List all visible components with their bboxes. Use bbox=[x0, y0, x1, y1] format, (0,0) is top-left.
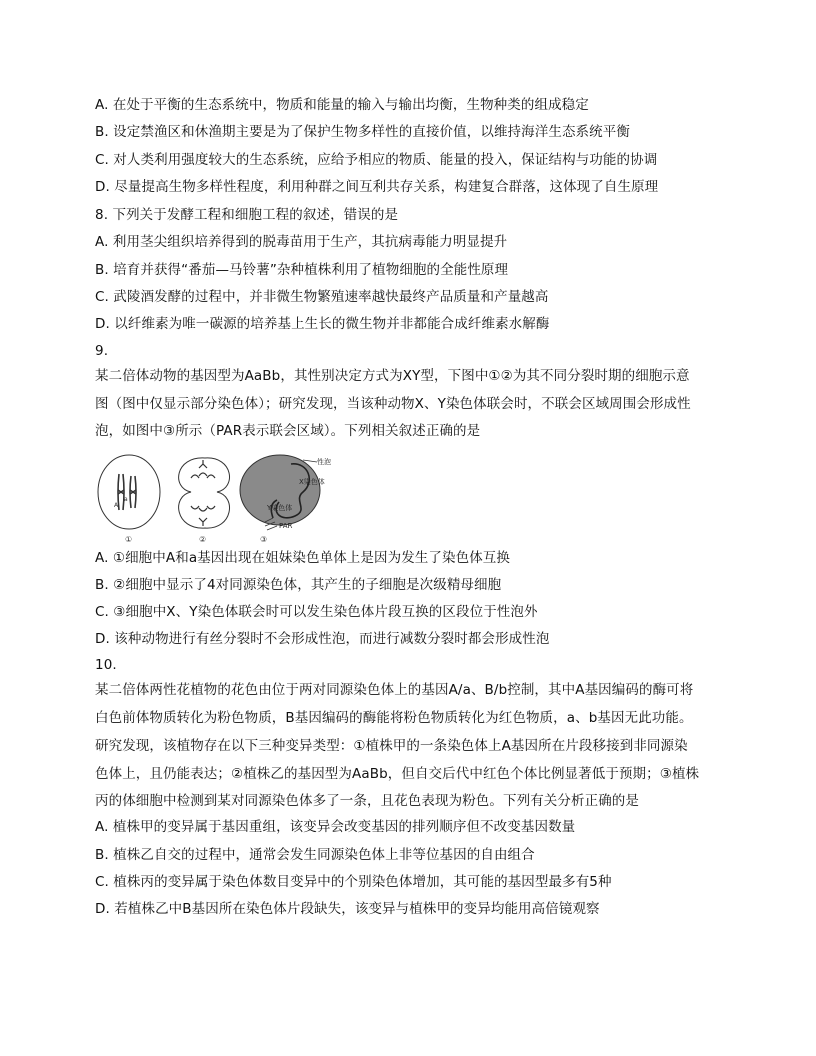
figure-label-2: ② bbox=[199, 535, 207, 544]
q9-number: 9. bbox=[95, 343, 109, 359]
q9-option-c: C. ③细胞中X、Y染色体联会时可以发生染色体片段互换的区段位于性泡外 bbox=[95, 604, 538, 620]
q10-option-c: C. 植株丙的变异属于染色体数目变异中的个别染色体增加，其可能的基因型最多有5种 bbox=[95, 874, 612, 890]
q9-option-b: B. ②细胞中显示了4对同源染色体，其产生的子细胞是次级精母细胞 bbox=[95, 577, 502, 593]
label-par: PAR bbox=[279, 522, 293, 530]
q10-number: 10. bbox=[95, 657, 117, 673]
cell-3 bbox=[240, 455, 331, 544]
q8-option-b: B. 培育并获得“番茄—马铃薯”杂种植株利用了植物细胞的全能性原理 bbox=[95, 262, 509, 278]
q7-option-a: A. 在处于平衡的生态系统中，物质和能量的输入与输出均衡，生物种类的组成稳定 bbox=[95, 97, 589, 113]
figure-label-1: ① bbox=[125, 535, 133, 544]
q9-option-a: A. ①细胞中A和a基因出现在姐妹染色单体上是因为发生了染色体互换 bbox=[95, 550, 510, 566]
q7-option-b: B. 设定禁渔区和休渔期主要是为了保护生物多样性的直接价值，以维持海洋生态系统平衡 bbox=[95, 124, 630, 140]
figure-svg bbox=[95, 452, 355, 544]
label-x-chromosome: X染色体 bbox=[299, 478, 325, 486]
q8-option-c: C. 武陵酒发酵的过程中，并非微生物繁殖速率越快最终产品质量和产量越高 bbox=[95, 289, 549, 305]
q9-stem-line-2: 图（图中仅显示部分染色体）；研究发现，当该种动物X、Y染色体联会时，不联会区域周围会形成性 bbox=[95, 396, 691, 412]
q10-stem-line-5: 丙的体细胞中检测到某对同源染色体多了一条，且花色表现为粉色。下列有关分析正确的是 bbox=[95, 793, 639, 809]
gene-label-a-upper: A bbox=[114, 502, 119, 509]
q7-option-d: D. 尽量提高生物多样性程度，利用种群之间互利共存关系，构建复合群落，这体现了自生原理 bbox=[95, 179, 659, 195]
q9-stem-line-1: 某二倍体动物的基因型为AaBb，其性别决定方式为XY型，下图中①②为其不同分裂时期的细胞示意 bbox=[95, 368, 690, 384]
q8-option-d: D. 以纤维素为唯一碳源的培养基上生长的微生物并非都能合成纤维素水解酶 bbox=[95, 316, 550, 332]
q9-option-d: D. 该种动物进行有丝分裂时不会形成性泡，而进行减数分裂时都会形成性泡 bbox=[95, 631, 550, 647]
q10-stem-line-4: 色体上，且仍能表达；②植株乙的基因型为AaBb，但自交后代中红色个体比例显著低于预期；③植株 bbox=[95, 766, 700, 782]
q8-option-a: A. 利用茎尖组织培养得到的脱毒苗用于生产，其抗病毒能力明显提升 bbox=[95, 234, 508, 250]
cell-2 bbox=[179, 458, 230, 544]
q10-option-b: B. 植株乙自交的过程中，通常会发生同源染色体上非等位基因的自由组合 bbox=[95, 847, 535, 863]
label-sex-vesicle: 性泡 bbox=[317, 458, 331, 466]
q10-stem-line-3: 研究发现，该植物存在以下三种变异类型：①植株甲的一条染色体上A基因所在片段移接到非同源染 bbox=[95, 738, 688, 754]
q10-option-a: A. 植株甲的变异属于基因重组，该变异会改变基因的排列顺序但不改变基因数量 bbox=[95, 819, 576, 835]
figure-label-3: ③ bbox=[260, 535, 268, 544]
gene-label-a-lower: a bbox=[124, 496, 128, 503]
q10-stem-line-2: 白色前体物质转化为粉色物质，B基因编码的酶能将粉色物质转化为红色物质，a、b基因无此功能。 bbox=[95, 710, 693, 726]
q10-stem-line-1: 某二倍体两性花植物的花色由位于两对同源染色体上的基因A/a、B/b控制，其中A基因编码的酶可将 bbox=[95, 682, 694, 698]
cell-division-figure bbox=[95, 452, 355, 544]
cell-1 bbox=[98, 455, 160, 544]
q9-stem-line-3: 泡，如图中③所示（PAR表示联会区域）。下列相关叙述正确的是 bbox=[95, 423, 481, 439]
q7-option-c: C. 对人类利用强度较大的生态系统，应给予相应的物质、能量的投入，保证结构与功能的协调 bbox=[95, 152, 658, 168]
q8-stem: 8. 下列关于发酵工程和细胞工程的叙述，错误的是 bbox=[95, 207, 399, 223]
label-y-chromosome: Y染色体 bbox=[267, 504, 293, 512]
q10-option-d: D. 若植株乙中B基因所在染色体片段缺失，该变异与植株甲的变异均能用高倍镜观察 bbox=[95, 901, 600, 917]
